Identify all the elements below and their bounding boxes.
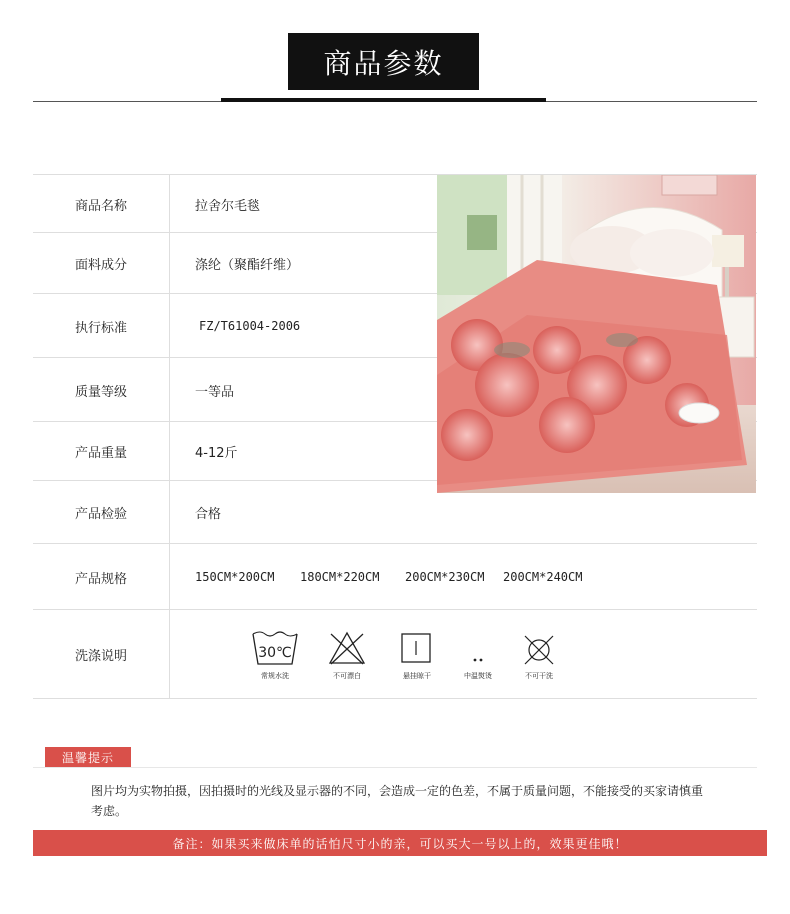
wash-caption: 中温熨烫 bbox=[464, 672, 492, 680]
param-label: 质量等级 bbox=[74, 384, 127, 400]
note-bar: 备注：如果买来做床单的话怕尺寸小的亲，可以买大一号以上的，效果更佳哦！ bbox=[33, 830, 767, 856]
param-row-wash bbox=[33, 609, 757, 699]
tips-text: 图片均为实物拍摄，因拍摄时的光线及显示器的不同，会造成一定的色差，不属于质量问题，不能接受的买家请慎重考虑。 bbox=[91, 784, 704, 818]
wash-temp-label: 30℃ bbox=[258, 645, 292, 661]
param-value: 涤纶（聚酯纤维） bbox=[195, 258, 300, 273]
header-divider-accent bbox=[221, 98, 546, 102]
page-title: 商品参数 bbox=[288, 33, 479, 90]
param-label: 产品重量 bbox=[74, 446, 127, 461]
medium-iron-icon bbox=[463, 632, 493, 692]
size-item: 180CM*220CM bbox=[300, 570, 380, 584]
no-bleach-icon bbox=[327, 630, 367, 690]
hang-dry-icon bbox=[400, 632, 434, 692]
size-item: 150CM*200CM bbox=[195, 570, 275, 584]
param-label: 执行标准 bbox=[74, 320, 127, 336]
param-value: 拉舍尔毛毯 bbox=[195, 198, 261, 214]
param-label: 产品检验 bbox=[74, 507, 127, 522]
table-bottom-border bbox=[33, 698, 757, 699]
param-row-sizes bbox=[33, 543, 757, 610]
param-value: 合格 bbox=[195, 507, 222, 522]
no-dry-clean-icon bbox=[521, 634, 557, 694]
tips-divider bbox=[33, 767, 757, 768]
wash-caption: 不可干洗 bbox=[525, 672, 553, 680]
param-value: FZ/T61004-2006 bbox=[199, 319, 301, 333]
wash-caption: 不可漂白 bbox=[333, 672, 361, 680]
wash-caption: 常规水洗 bbox=[261, 672, 289, 680]
product-photo bbox=[437, 175, 756, 493]
param-label: 产品规格 bbox=[74, 571, 127, 587]
wash-30-icon bbox=[250, 628, 300, 688]
param-value: 一等品 bbox=[195, 384, 235, 400]
param-label: 面料成分 bbox=[74, 258, 127, 273]
size-item: 200CM*230CM bbox=[405, 570, 485, 584]
param-label: 商品名称 bbox=[74, 198, 127, 214]
wash-caption: 悬挂晾干 bbox=[403, 672, 431, 680]
param-label: 洗涤说明 bbox=[74, 649, 127, 664]
size-item: 200CM*240CM bbox=[503, 570, 583, 584]
tips-badge: 温馨提示 bbox=[45, 747, 131, 767]
param-value: 4-12斤 bbox=[195, 446, 238, 461]
